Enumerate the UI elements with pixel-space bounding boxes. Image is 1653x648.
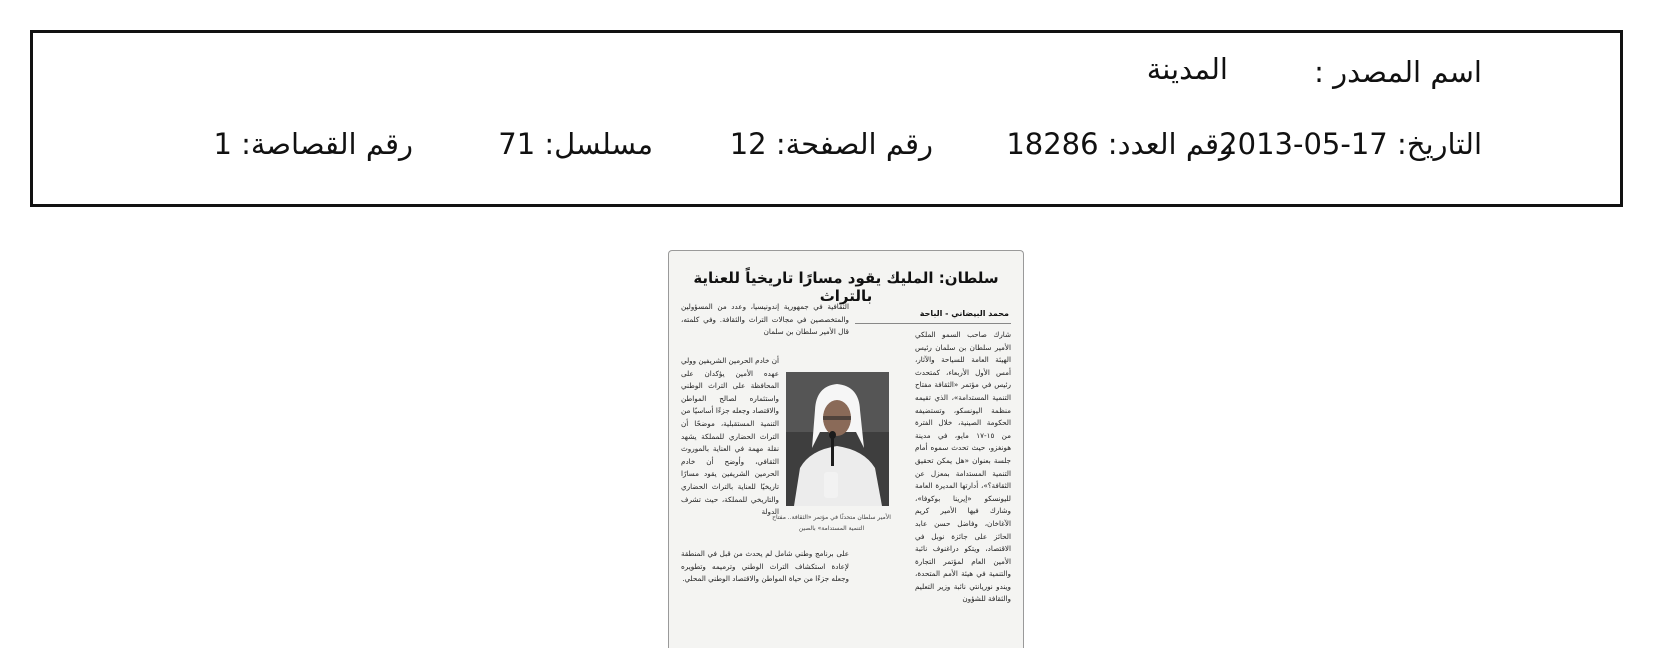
article-column-bottom-left: على برنامج وطني شامل لم يحدث من قبل في المنطقة لإعادة استكشاف التراث الوطني وترميمه وتطويره وجعله جزءًا من حياة المواطن والاقتصاد الوطني المحلي. — [681, 549, 849, 584]
article-photo — [786, 372, 889, 506]
issue-label: رقم العدد: 18286 — [1006, 127, 1233, 161]
page-label: رقم الصفحة: 12 — [729, 127, 933, 161]
clip-label: رقم القصاصة: 1 — [213, 127, 413, 161]
newspaper-clipping — [668, 250, 1024, 648]
serial-label: مسلسل: 71 — [498, 127, 653, 161]
source-label: اسم المصدر : — [1314, 55, 1482, 89]
byline-rule — [855, 323, 1011, 324]
article-column-left-top: الثقافية في جمهورية إندونيسيا، وعدد من المسؤولين والمتخصصين في مجالات التراث والثقافة. وفي كلمته، قال الأمير سلطان بن سلمان — [681, 302, 849, 337]
photo-caption: الأمير سلطان متحدثًا في مؤتمر «الثقافة.. مفتاح التنمية المستدامة» بالصين — [772, 514, 891, 532]
article-headline: سلطان: المليك يقود مسارًا تاريخياً للعناية بالتراث — [693, 269, 999, 305]
article-byline: محمد البيضاني - الباحة — [919, 309, 1009, 318]
date-label: التاريخ: 17-05-2013 — [1219, 127, 1482, 161]
article-column-right: شارك صاحب السمو الملكي الأمير سلطان بن سلمان رئيس الهيئة العامة للسياحة والآثار، أمس الأول الأربعاء، كمتحدث رئيس في مؤتمر «الثقافة مفتاح التنمية المستدامة»، الذي تقيمه منظمة اليونسكو، وتستضيفه الحكومة الصينية، خلال الفترة من ١٥-١٧ مايو، في مدينة هونغزو، حيث تحدث سموه أمام جلسة بعنوان «هل يمكن تحقيق التنمية المستدامة بمعزل عن الثقافة؟»، أدارتها المديرة العامة لليونسكو «إيرينا بوكوفا»، وشارك فيها الأمير كريم الآغاخان، وفاضل حسن عابد الحائز على جائزة نوبل في الاقتصاد، ويتكو دراغنوف نائبة الأمين العام لمؤتمر التجارة والتنمية في هيئة الأمم المتحدة، ويندو نوريانتي نائبة وزير التعليم والثقافة للشؤون — [915, 330, 1012, 604]
article-column-left-mid: أن خادم الحرمين الشريفين وولي عهده الأمين يؤكدان على المحافظة على التراث الوطني واستثماره لصالح المواطن والاقتصاد وجعله جزءًا أساسيًا من التنمية المستقبلية، موضحًا أن التراث الحضاري للمملكة يشهد نقلة مهمة في العناية بالموروث الثقافي، وأوضح أن خادم الحرمين الشريفين يقود مسارًا تاريخيًا للعناية بالتراث الحضاري والتاريخي للمملكة، حيث تشرف الدولة — [681, 356, 779, 517]
source-value: المدينة — [1146, 52, 1228, 86]
